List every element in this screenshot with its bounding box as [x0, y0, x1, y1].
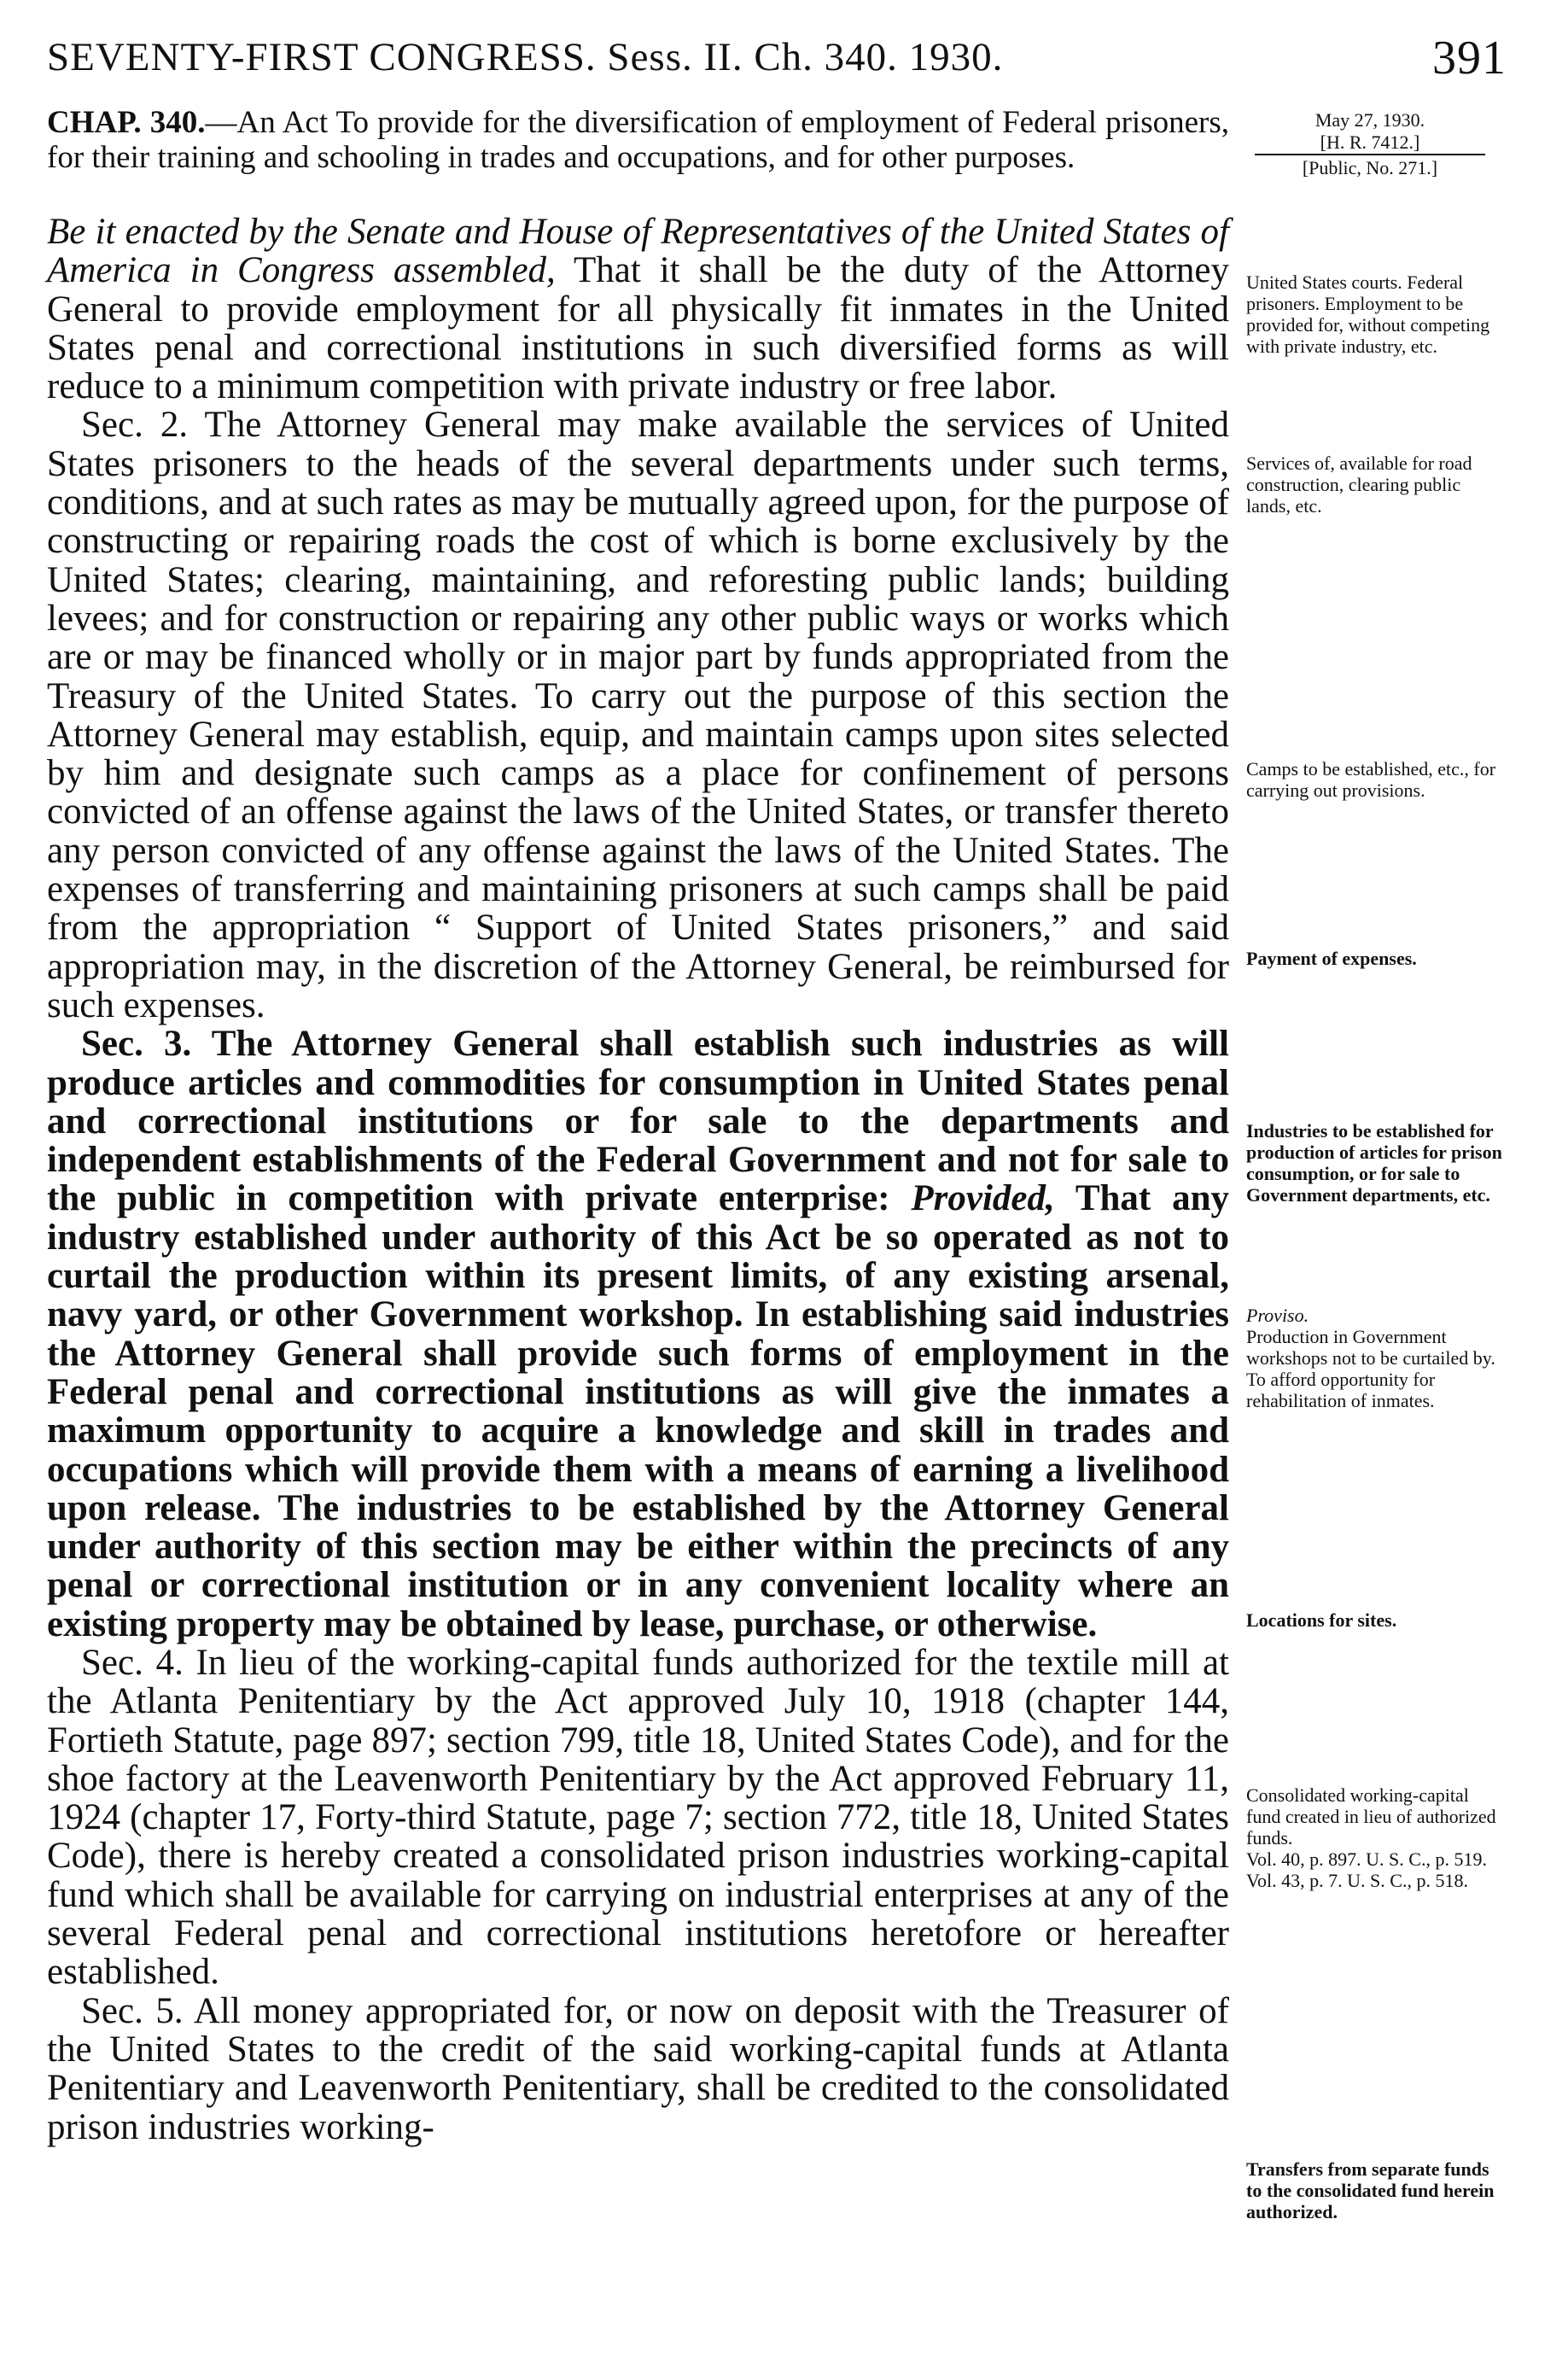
section-4: Sec. 4. In lieu of the working-capital funds authorized for the textile mill at the Atlanta Penitentiary by the Act approved July 10, 1918 (chapter 144, Fortieth Statute, page 897; section 799, title 18, United States Code), and for the shoe factory at the Leavenworth Penitentiary by the Act approved February 11, 1924 (chapter 17, Forty-third Statute, page 7; section 772, title 18, United States Code), there is hereby created a consolidated prison industries working-capital fund which shall be available for carrying on industrial enterprises at any of the several Federal penal and correctional institutions heretofore or hereafter established.: [47, 1642, 1229, 1993]
margin-note-expenses: Payment of expenses.: [1246, 948, 1417, 969]
margin-note-employment: United States courts. Federal prisoners. Employment to be provided for, without competing with private industry, etc.: [1246, 272, 1490, 357]
running-head-title: SEVENTY-FIRST CONGRESS. Sess. II. Ch. 340. 1930.: [47, 35, 1004, 79]
margin-note-road-services: Services of, available for road construction, clearing public lands, etc.: [1246, 453, 1472, 517]
margin-fund-refs: Vol. 40, p. 897. U. S. C., p. 519. Vol. 43, p. 7. U. S. C., p. 518.: [1246, 1848, 1487, 1891]
approval-note: [1246, 109, 1494, 179]
margin-note-transfers: Transfers from separate funds to the consolidated fund herein authorized.: [1246, 2158, 1495, 2222]
enacting-formula: Be it enacted by the Senate and House of Representatives of the United States of America in Congress assembled,: [47, 212, 1229, 291]
approval-date: May 27, 1930.: [1314, 109, 1425, 131]
margin-note-camps: Camps to be established, etc., for carrying out provisions.: [1246, 758, 1496, 801]
margin-note-locations: Locations for sites.: [1246, 1609, 1397, 1631]
margin-proviso-text: Production in Government workshops not to be curtailed by. To afford opportunity for rehabilitation of inmates.: [1246, 1326, 1495, 1411]
section-1-text: That it shall be the duty of the Attorney General to provide employment for all physically fit inmates in the United States penal and correctional institutions in such diversified forms as will reduce to a minimum competition with private industry or free labor.: [47, 250, 1229, 407]
approval-bill: [H. R. 7412.]: [1255, 131, 1485, 155]
statute-body: [47, 105, 1229, 2146]
section-3: [47, 1025, 1229, 1644]
approval-public-law: [Public, No. 271.]: [1302, 157, 1438, 178]
page-number: 391: [1432, 32, 1507, 85]
margin-note-consolidated-fund: [1246, 1784, 1502, 1891]
act-title: —An Act To provide for the diversification of employment of Federal prisoners, for their training and schooling in trades and occupations, and for other purposes.: [47, 105, 1229, 175]
margin-note-industries: Industries to be established for production of articles for prison consumption, or for sale to Government departments, etc.: [1246, 1120, 1502, 1206]
running-head: [47, 34, 1507, 85]
chapter-number: CHAP. 340.: [47, 105, 206, 140]
section-3-text-b: That any industry established under authority of this Act be so operated as not to curtail the production within its present limits, of any existing arsenal, navy yard, or other Government workshop. In establishing said industries the Attorney General shall provide such forms of employment in the Federal penal and correctional institutions as will give the inmates a maximum opportunity to acquire a knowledge and skill in trades and occupations which will provide them with a means of earning a livelihood upon release. The industries to be established by the Attorney General under authority of this section may be either within the precincts of any penal or correctional institution or in any convenient locality where an existing property may be obtained by lease, purchase, or otherwise.: [47, 1178, 1230, 1644]
section-2: Sec. 2. The Attorney General may make available the services of United States prisoners to the heads of the several departments under such terms, conditions, and at such rates as may be mutually agreed upon, for the purpose of constructing or repairing roads the cost of which is borne exclusively by the United States; clearing, maintaining, and reforesting public lands; building levees; and for construction or repairing any other public ways or works which are or may be financed wholly or in major part by funds appropriated from the Treasury of the United States. To carry out the purpose of this section the Attorney General may establish, equip, and maintain camps upon sites selected by him and designate such camps as a place for confinement of persons convicted of an offense against the laws of the United States, or transfer thereto any person convicted of any offense against the laws of the United States. The expenses of transferring and maintaining prisoners at such camps shall be paid from the appropriation “ Support of United States prisoners,” and said appropriation may, in the discretion of the Attorney General, be reimbursed for such expenses.: [47, 405, 1229, 1025]
section-3-proviso: Provided,: [911, 1178, 1055, 1219]
margin-note-proviso: [1246, 1305, 1502, 1411]
section-3-text-a: Sec. 3. The Attorney General shall establish such industries as will produce articles and commodities for consumption in United States penal and correctional institutions or for sale to the departments and independent establishments of the Federal Government and not for sale to the public in competition with private enterprise:: [47, 1024, 1229, 1219]
act-headnote: [47, 105, 1229, 175]
margin-proviso-label: Proviso.: [1246, 1305, 1309, 1326]
margin-fund-text: Consolidated working-capital fund created in lieu of authorized funds.: [1246, 1784, 1496, 1848]
section-5: Sec. 5. All money appropriated for, or now on deposit with the Treasurer of the United States to the credit of the said working-capital funds at Atlanta Penitentiary and Leavenworth Penitentiary, shall be credited to the consolidated prison industries working-: [47, 1990, 1229, 2147]
enacting-clause: [47, 213, 1229, 406]
